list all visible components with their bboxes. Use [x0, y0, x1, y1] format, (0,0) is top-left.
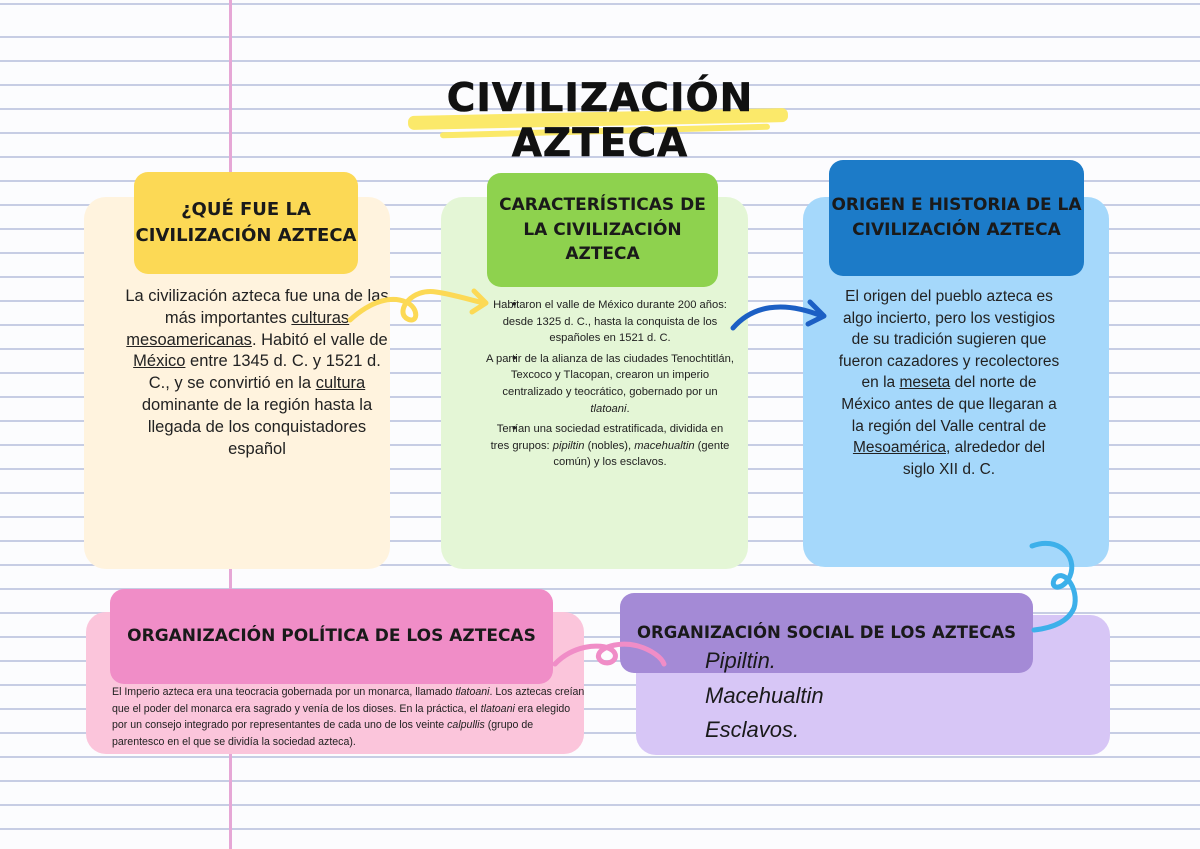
social-heading-text: ORGANIZACIÓN SOCIAL DE LOS AZTECAS — [636, 623, 1017, 643]
pink-connector-swirl — [555, 644, 664, 664]
bullet-2-end: . — [626, 402, 630, 415]
term-tlatoani: tlatoani — [480, 702, 515, 715]
origen-text-1: El origen del pueblo azteca es algo incierto, pero los vestigios de su tradición sugieren que fueron cazadores y recolectores en la — [838, 288, 1060, 392]
bullet-3-nobles: (nobles), — [587, 439, 632, 452]
que-fue-heading-line1: ¿QUÉ FUE LA — [181, 198, 311, 220]
yellow-connector-arrow — [350, 292, 484, 320]
link-meseta[interactable]: meseta — [899, 374, 951, 392]
social-item: Pipiltin. — [705, 648, 776, 673]
link-cultura[interactable]: cultura — [315, 374, 366, 393]
politica-heading-text: ORGANIZACIÓN POLÍTICA DE LOS AZTECAS — [127, 626, 536, 647]
link-culturas-mesoamericanas[interactable]: culturas mesoamericanas — [126, 308, 350, 349]
origen-heading-line1: ORIGEN E HISTORIA DE LA — [831, 195, 1082, 216]
lightblue-connector-swirl — [1032, 543, 1075, 630]
bullet-3-end: (gente común) y los esclavos. — [553, 439, 730, 469]
term-calpullis: calpullis — [447, 719, 485, 732]
origen-text-5: , alrededor del siglo XII d. C. — [902, 439, 1046, 478]
link-mesoamerica[interactable]: Mesoamérica — [852, 439, 946, 457]
politica-text-3: . Los aztecas creían que el poder del monarca era sagrado y venía de los dioses. En la práctica, el — [112, 686, 585, 715]
social-item: Macehualtin — [705, 682, 824, 708]
term-tlatoani: tlatoani — [590, 402, 627, 415]
politica-text-5: era elegido por un consejo integrado por representantes de cada uno de los veinte — [112, 702, 571, 732]
bullet-2-text: A partir de la alianza de las ciudades Tenochtitlán, Texcoco y Tlacopan, crearon un imperio centralizado y teocrático, gobernado por un — [486, 352, 734, 398]
que-fue-text-5: entre 1345 d. C. y 1521 d. C., y se convirtió en la — [148, 352, 381, 393]
que-fue-text-3: . Habitó el valle de — [251, 330, 388, 349]
que-fue-text-7: dominante de la región hasta la llegada de los conquistadores español — [141, 395, 373, 458]
link-mexico[interactable]: México — [133, 352, 186, 371]
origen-heading-line2: CIVILIZACIÓN AZTECA — [852, 220, 1061, 240]
bullet-3-text: Tenían una sociedad estratificada, dividida en tres grupos: — [490, 423, 724, 452]
que-fue-text-1: La civilización azteca fue una de las más importantes — [125, 287, 389, 327]
que-fue-heading-line2: CIVILIZACIÓN AZTECA — [135, 225, 357, 246]
caracteristicas-heading-line1: CARACTERÍSTICAS DE — [499, 195, 706, 216]
politica-text-7: (grupo de parentesco en el que se dividía la sociedad azteca). — [112, 719, 534, 748]
term-tlatoani: tlatoani — [455, 686, 490, 698]
term-pipiltin: pipiltin — [552, 439, 585, 452]
bullet-1-text: Habitaron el valle de México durante 200 años: desde 1325 d. C., hasta la conquista de los españoles en 1521 d. C. — [493, 299, 727, 345]
social-item: Esclavos. — [705, 717, 800, 742]
caracteristicas-heading-line2: LA CIVILIZACIÓN AZTECA — [523, 219, 682, 265]
term-macehualtin: macehualtin — [634, 439, 695, 452]
origen-text-3: del norte de México antes de que llegaran a la región del Valle central de — [841, 374, 1057, 435]
page-title: CIVILIZACIÓN AZTECA — [446, 76, 754, 166]
politica-text-1: El Imperio azteca era una teocracia gobernada por un monarca, llamado — [112, 686, 453, 698]
